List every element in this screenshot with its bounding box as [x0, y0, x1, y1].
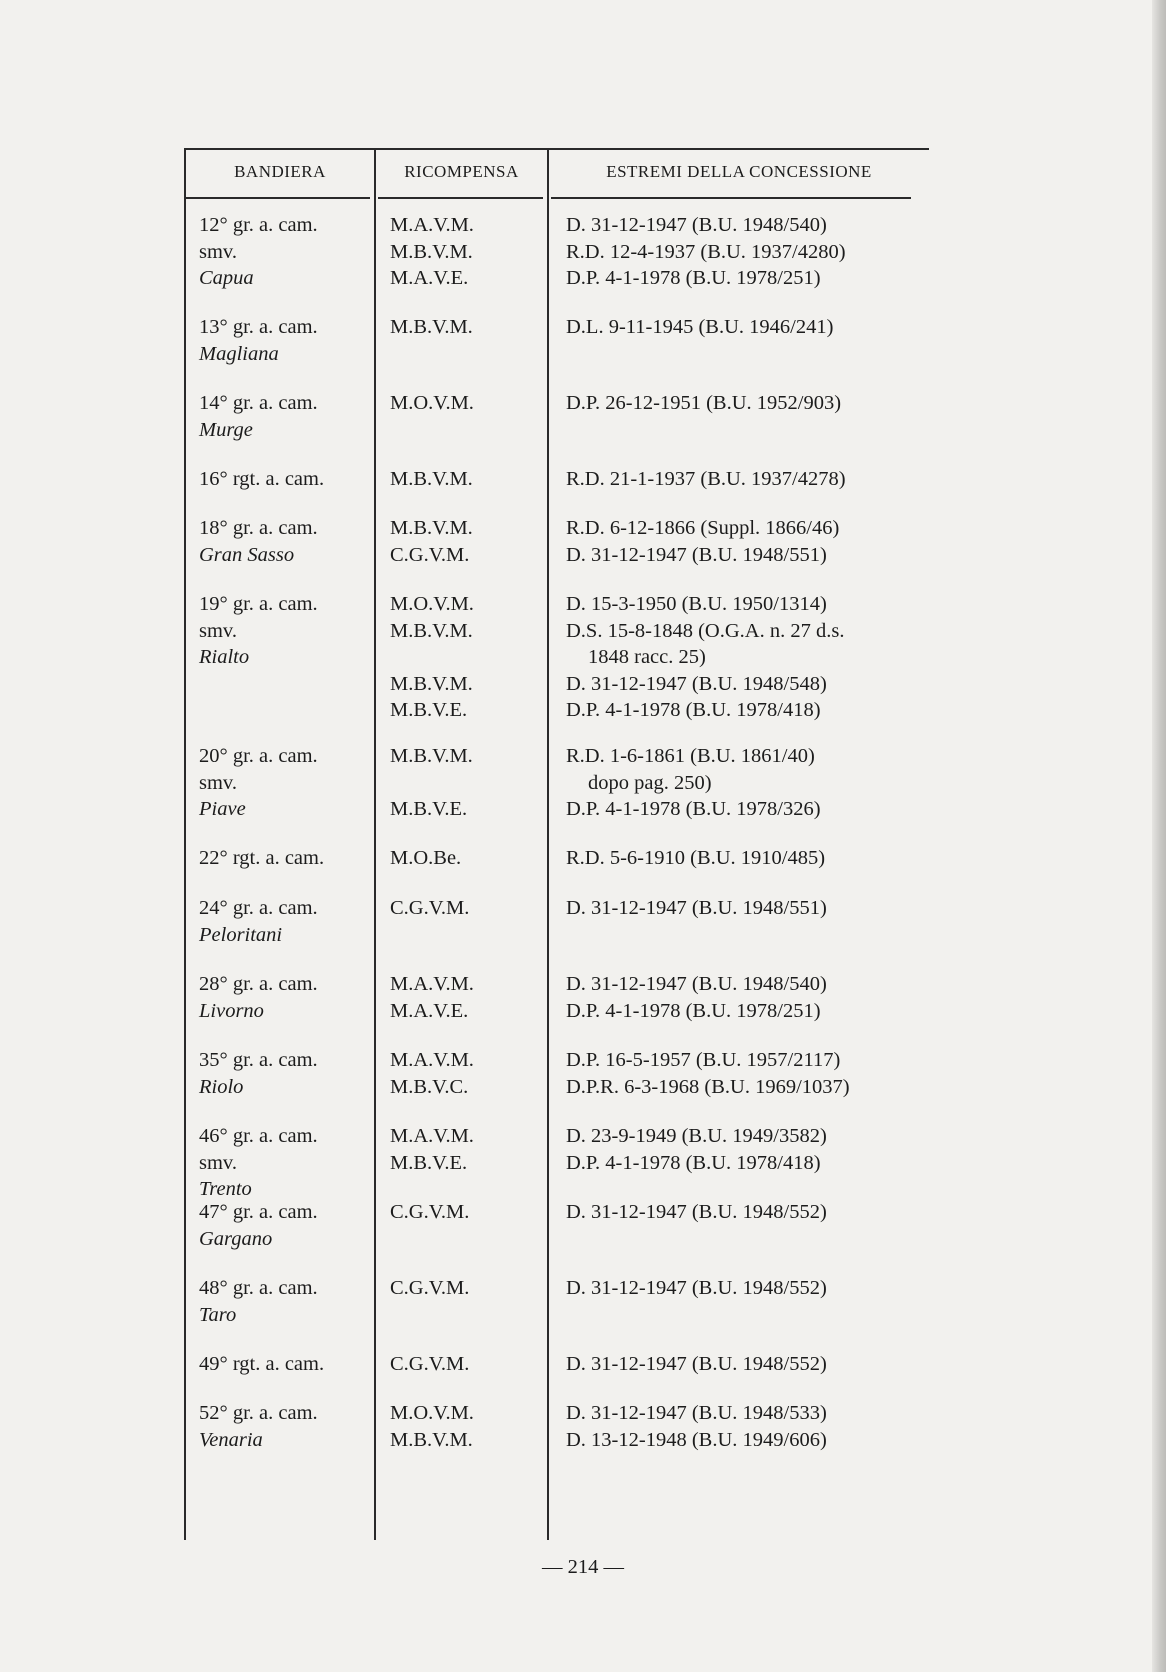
award-abbrev: M.B.V.M.	[390, 240, 473, 263]
unit-line: 16° rgt. a. cam.	[199, 468, 325, 490]
award-abbrev: M.A.V.M.	[390, 973, 474, 995]
decree-reference: R.D. 6-12-1866 (Suppl. 1866/46)	[566, 517, 840, 539]
decree-reference: D. 31-12-1947 (B.U. 1948/533)	[566, 1402, 827, 1424]
award-abbrev: C.G.V.M.	[390, 543, 470, 566]
unit-name: Gargano	[199, 1227, 273, 1250]
unit-line: 46° gr. a. cam.	[199, 1125, 318, 1147]
unit-line: 20° gr. a. cam.	[199, 745, 318, 767]
unit-name: Venaria	[199, 1428, 263, 1451]
unit-line: smv.	[199, 619, 237, 642]
page-edge	[1152, 0, 1166, 1672]
unit-line: 13° gr. a. cam.	[199, 316, 318, 338]
award-abbrev: M.B.V.M.	[390, 517, 473, 539]
award-abbrev: M.B.V.M.	[390, 468, 473, 490]
award-abbrev: M.O.Be.	[390, 847, 462, 869]
table-top-rule	[184, 148, 929, 150]
unit-name: Peloritani	[199, 923, 283, 946]
estremi-cell	[566, 212, 846, 292]
award-abbrev: M.O.V.M.	[390, 1402, 474, 1424]
unit-name: Piave	[199, 798, 246, 820]
column-divider	[374, 148, 376, 1540]
header-bandiera: BANDIERA	[234, 162, 326, 181]
award-abbrev: M.A.V.E.	[390, 999, 469, 1022]
decree-reference: D.P. 16-5-1957 (B.U. 1957/2117)	[566, 1049, 841, 1071]
decree-reference: D.P. 4-1-1978 (B.U. 1978/251)	[566, 999, 821, 1022]
award-abbrev: M.B.V.M.	[390, 672, 473, 695]
decree-reference: D. 23-9-1949 (B.U. 1949/3582)	[566, 1125, 827, 1147]
decree-reference: R.D. 12-4-1937 (B.U. 1937/4280)	[566, 240, 846, 263]
ricompensa-cell	[390, 845, 461, 872]
unit-name: Livorno	[199, 999, 264, 1022]
award-abbrev: M.O.V.M.	[390, 593, 474, 615]
estremi-cell	[566, 743, 821, 823]
ricompensa-cell	[390, 591, 474, 724]
award-abbrev: M.B.V.E.	[390, 798, 468, 820]
bandiera-cell	[199, 591, 318, 671]
unit-line: smv.	[199, 1151, 237, 1174]
bandiera-cell	[199, 1351, 324, 1378]
unit-line: 19° gr. a. cam.	[199, 593, 318, 615]
unit-line: 12° gr. a. cam.	[199, 214, 318, 236]
unit-line: 22° rgt. a. cam.	[199, 847, 325, 869]
estremi-cell	[566, 1047, 850, 1100]
unit-name: Gran Sasso	[199, 543, 295, 566]
decree-reference: R.D. 1-6-1861 (B.U. 1861/40)	[566, 745, 815, 767]
decree-reference: D. 13-12-1948 (B.U. 1949/606)	[566, 1428, 827, 1451]
header-rule	[551, 197, 911, 199]
bandiera-cell	[199, 466, 324, 493]
award-abbrev: M.B.V.E.	[390, 699, 468, 721]
estremi-cell	[566, 1351, 827, 1378]
award-abbrev: M.B.V.M.	[390, 745, 473, 767]
decree-reference: D. 31-12-1947 (B.U. 1948/552)	[566, 1201, 827, 1223]
unit-line: 48° gr. a. cam.	[199, 1277, 318, 1299]
bandiera-cell	[199, 845, 324, 872]
decree-reference: D. 31-12-1947 (B.U. 1948/551)	[566, 543, 827, 566]
decree-reference: 1848 racc. 25)	[588, 646, 706, 668]
decree-reference: D.P.R. 6-3-1968 (B.U. 1969/1037)	[566, 1075, 850, 1098]
decree-reference: dopo pag. 250)	[588, 771, 712, 794]
unit-line: 47° gr. a. cam.	[199, 1201, 318, 1223]
decree-reference: D. 31-12-1947 (B.U. 1948/540)	[566, 973, 827, 995]
ricompensa-cell	[390, 390, 474, 417]
unit-line: smv.	[199, 240, 237, 263]
decree-reference: R.D. 5-6-1910 (B.U. 1910/485)	[566, 847, 826, 869]
header-ricompensa: RICOMPENSA	[404, 162, 519, 181]
bandiera-cell	[199, 1400, 318, 1453]
estremi-cell	[566, 971, 827, 1024]
decree-reference: D.S. 15-8-1848 (O.G.A. n. 27 d.s.	[566, 619, 845, 642]
decree-reference: R.D. 21-1-1937 (B.U. 1937/4278)	[566, 468, 846, 490]
page-number: — 214 —	[542, 1556, 624, 1578]
bandiera-cell	[199, 212, 318, 292]
estremi-cell	[566, 1275, 827, 1302]
decree-reference: D.P. 26-12-1951 (B.U. 1952/903)	[566, 392, 842, 414]
ricompensa-cell	[390, 314, 473, 341]
award-abbrev: M.B.V.M.	[390, 1428, 473, 1451]
unit-name: Taro	[199, 1303, 237, 1326]
decree-reference: D.P. 4-1-1978 (B.U. 1978/418)	[566, 699, 821, 721]
unit-line: 35° gr. a. cam.	[199, 1049, 318, 1071]
ricompensa-cell	[390, 466, 473, 493]
unit-line: 52° gr. a. cam.	[199, 1402, 318, 1424]
award-abbrev	[390, 644, 474, 671]
bandiera-cell	[199, 314, 318, 367]
award-abbrev: M.B.V.M.	[390, 316, 473, 338]
header-estremi: ESTREMI DELLA CONCESSIONE	[606, 162, 872, 181]
estremi-cell	[566, 895, 827, 922]
ricompensa-cell	[390, 1199, 469, 1226]
unit-line: 24° gr. a. cam.	[199, 897, 318, 919]
unit-name: Rialto	[199, 646, 250, 668]
award-abbrev: M.B.V.M.	[390, 619, 473, 642]
bandiera-cell	[199, 1047, 318, 1100]
bandiera-cell	[199, 515, 318, 568]
header-rule	[186, 197, 370, 199]
unit-name: Murge	[199, 418, 253, 441]
award-abbrev: C.G.V.M.	[390, 897, 470, 919]
bandiera-cell	[199, 1199, 318, 1252]
bandiera-cell	[199, 895, 318, 948]
award-abbrev: M.A.V.M.	[390, 1125, 474, 1147]
unit-name: Magliana	[199, 342, 279, 365]
estremi-cell	[566, 845, 825, 872]
estremi-cell	[566, 314, 833, 341]
decree-reference: D. 15-3-1950 (B.U. 1950/1314)	[566, 593, 827, 615]
estremi-cell	[566, 591, 844, 724]
bandiera-cell	[199, 743, 318, 823]
award-abbrev: C.G.V.M.	[390, 1277, 470, 1299]
ricompensa-cell	[390, 895, 469, 922]
column-divider	[547, 148, 549, 1540]
header-rule	[378, 197, 543, 199]
estremi-cell	[566, 1123, 827, 1176]
estremi-cell	[566, 466, 846, 493]
award-abbrev: M.B.V.E.	[390, 1151, 468, 1174]
honors-table	[184, 148, 929, 1540]
bandiera-cell	[199, 1123, 318, 1203]
award-abbrev: M.A.V.E.	[390, 267, 469, 289]
unit-line: 28° gr. a. cam.	[199, 973, 318, 995]
award-abbrev: M.A.V.M.	[390, 1049, 474, 1071]
ricompensa-cell	[390, 1123, 474, 1176]
unit-name: Capua	[199, 267, 254, 289]
award-abbrev	[390, 770, 473, 797]
column-divider	[184, 148, 186, 1540]
decree-reference: D. 31-12-1947 (B.U. 1948/552)	[566, 1353, 827, 1375]
ricompensa-cell	[390, 971, 474, 1024]
ricompensa-cell	[390, 1047, 474, 1100]
decree-reference: D.P. 4-1-1978 (B.U. 1978/251)	[566, 267, 821, 289]
decree-reference: D. 31-12-1947 (B.U. 1948/540)	[566, 214, 827, 236]
estremi-cell	[566, 1400, 827, 1453]
estremi-cell	[566, 515, 839, 568]
decree-reference: D. 31-12-1947 (B.U. 1948/548)	[566, 672, 827, 695]
bandiera-cell	[199, 390, 318, 443]
estremi-cell	[566, 390, 841, 417]
ricompensa-cell	[390, 1351, 469, 1378]
ricompensa-cell	[390, 1400, 474, 1453]
award-abbrev: M.A.V.M.	[390, 214, 474, 236]
ricompensa-cell	[390, 212, 474, 292]
unit-line: smv.	[199, 771, 237, 794]
estremi-cell	[566, 1199, 827, 1226]
unit-name: Trento	[199, 1178, 252, 1200]
award-abbrev: M.B.V.C.	[390, 1075, 469, 1098]
decree-reference: D.P. 4-1-1978 (B.U. 1978/418)	[566, 1151, 821, 1174]
unit-name: Riolo	[199, 1075, 244, 1098]
decree-reference: D.P. 4-1-1978 (B.U. 1978/326)	[566, 798, 821, 820]
bandiera-cell	[199, 1275, 318, 1328]
decree-reference: D. 31-12-1947 (B.U. 1948/552)	[566, 1277, 827, 1299]
ricompensa-cell	[390, 743, 473, 823]
award-abbrev: C.G.V.M.	[390, 1353, 470, 1375]
unit-line: 18° gr. a. cam.	[199, 517, 318, 539]
decree-reference: D.L. 9-11-1945 (B.U. 1946/241)	[566, 316, 834, 338]
bandiera-cell	[199, 971, 318, 1024]
decree-reference: D. 31-12-1947 (B.U. 1948/551)	[566, 897, 827, 919]
award-abbrev: M.O.V.M.	[390, 392, 474, 414]
ricompensa-cell	[390, 1275, 469, 1302]
ricompensa-cell	[390, 515, 473, 568]
award-abbrev: C.G.V.M.	[390, 1201, 470, 1223]
unit-line: 49° rgt. a. cam.	[199, 1353, 325, 1375]
unit-line: 14° gr. a. cam.	[199, 392, 318, 414]
